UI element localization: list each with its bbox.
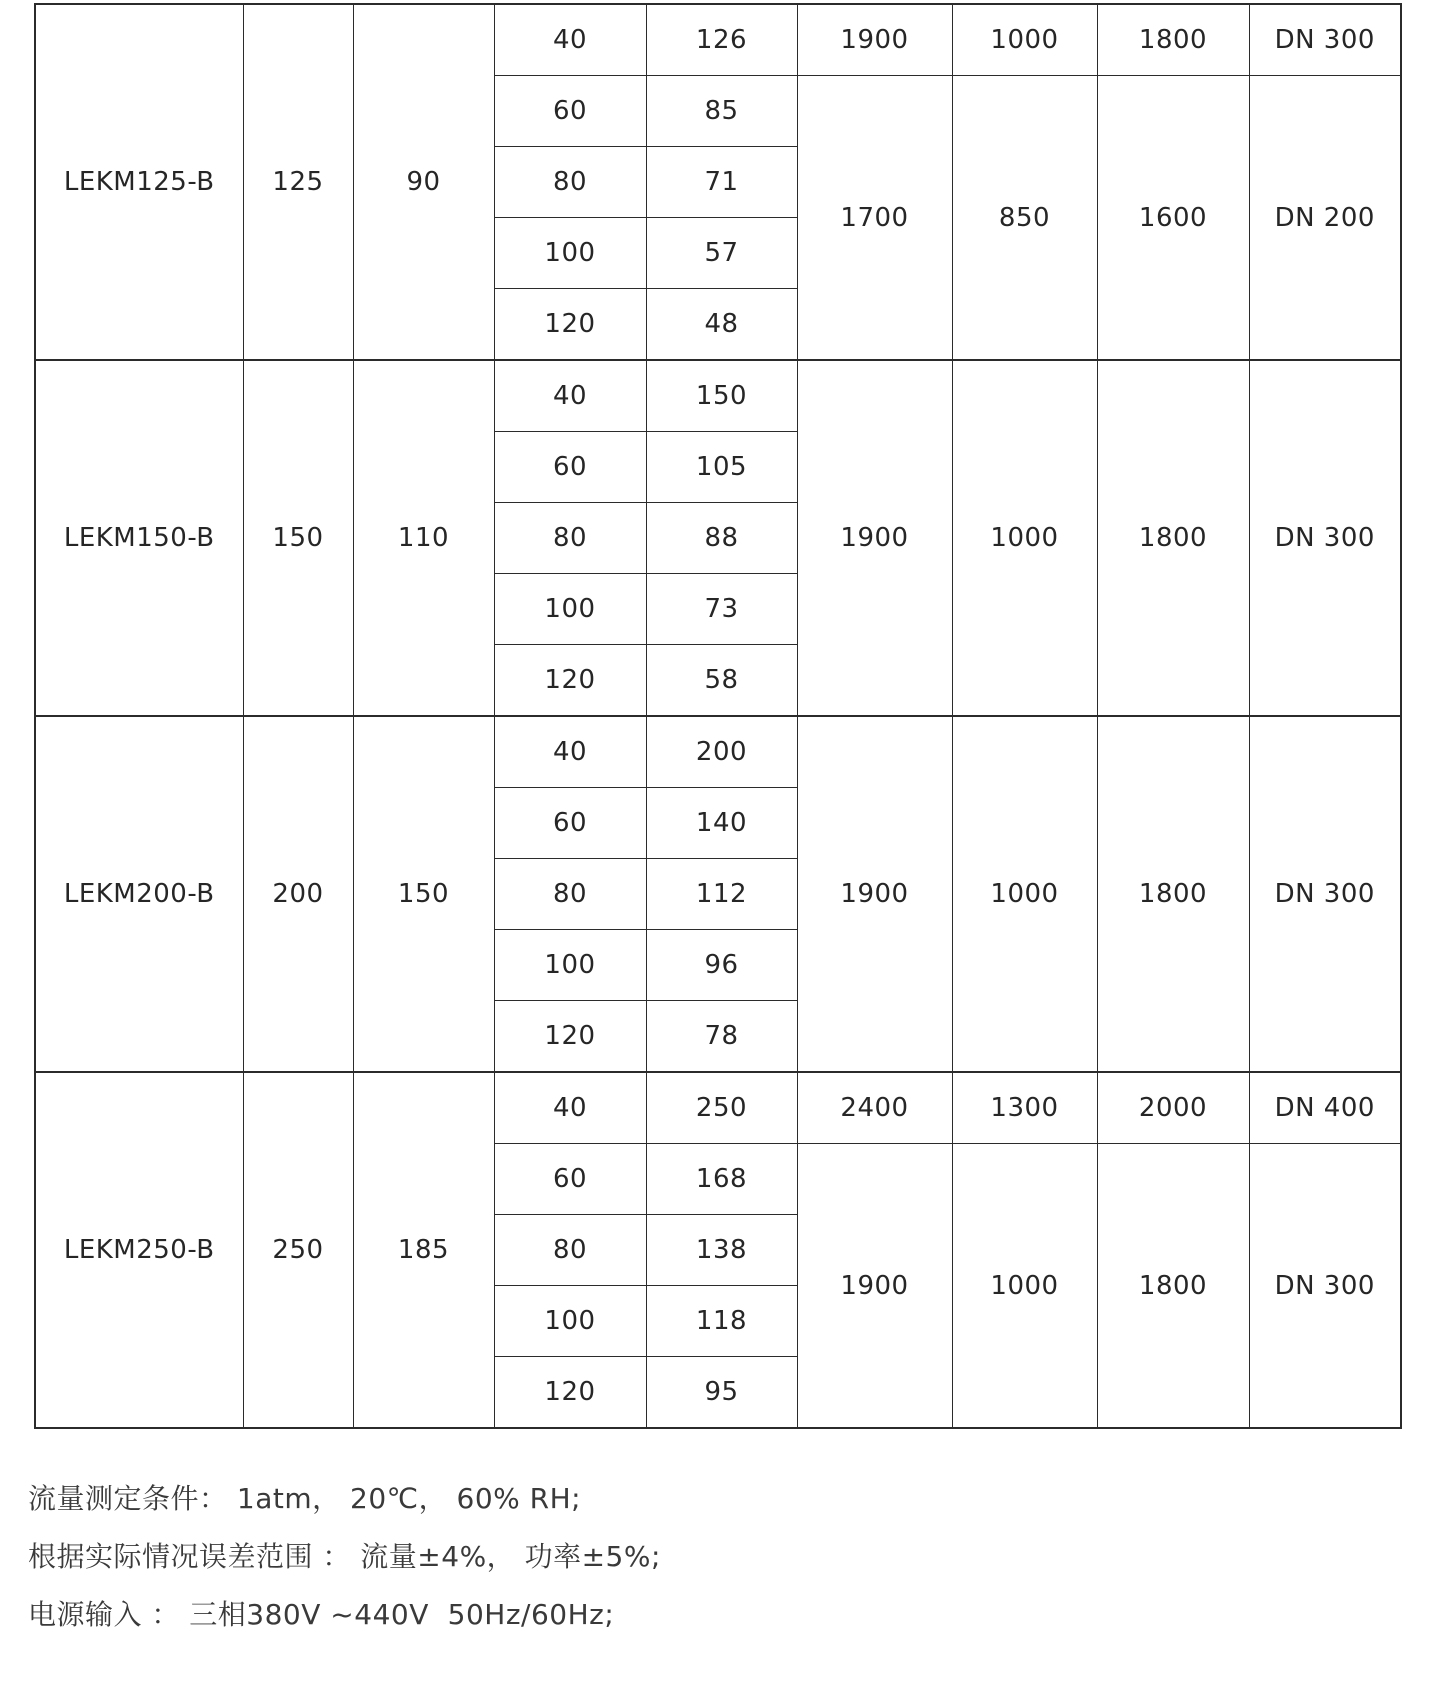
flow-cell: 80 [494, 147, 646, 218]
value-cell: 96 [646, 930, 797, 1001]
flow-cell: 40 [494, 1072, 646, 1144]
dim-length-cell: 1900 [797, 360, 952, 716]
note-power-input: 电源输入 ： 三相380V ~440V 50Hz/60Hz; [28, 1598, 615, 1631]
flow-cell: 120 [494, 1001, 646, 1073]
outlet-cell: DN 300 [1249, 360, 1401, 716]
flow-cell: 100 [494, 1286, 646, 1357]
footnotes [28, 1482, 1408, 1656]
flow-cell: 60 [494, 432, 646, 503]
value-cell: 73 [646, 574, 797, 645]
dim-height-cell: 2000 [1097, 1072, 1249, 1144]
value-cell: 48 [646, 289, 797, 361]
dim-width-cell: 1000 [952, 360, 1097, 716]
value-cell: 105 [646, 432, 797, 503]
dim-height-cell: 1800 [1097, 1144, 1249, 1429]
value-cell: 88 [646, 503, 797, 574]
model-cell: LEKM200-B [35, 716, 243, 1072]
flow-cell: 80 [494, 503, 646, 574]
flow-cell: 100 [494, 930, 646, 1001]
flow-cell: 40 [494, 360, 646, 432]
dim-width-cell: 1000 [952, 1144, 1097, 1429]
dim-length-cell: 1900 [797, 1144, 952, 1429]
value-cell: 112 [646, 859, 797, 930]
table-row [35, 716, 1401, 788]
spec2-cell: 185 [353, 1072, 494, 1428]
spec1-cell: 200 [243, 716, 353, 1072]
flow-cell: 120 [494, 645, 646, 717]
dim-width-cell: 1000 [952, 4, 1097, 76]
value-cell: 118 [646, 1286, 797, 1357]
table-row [35, 360, 1401, 432]
model-cell: LEKM150-B [35, 360, 243, 716]
value-cell: 250 [646, 1072, 797, 1144]
value-cell: 85 [646, 76, 797, 147]
flow-cell: 100 [494, 218, 646, 289]
flow-cell: 80 [494, 1215, 646, 1286]
dim-length-cell: 1900 [797, 716, 952, 1072]
dim-width-cell: 1000 [952, 716, 1097, 1072]
spec1-cell: 250 [243, 1072, 353, 1428]
value-cell: 57 [646, 218, 797, 289]
value-cell: 168 [646, 1144, 797, 1215]
dim-height-cell: 1800 [1097, 716, 1249, 1072]
spec2-cell: 110 [353, 360, 494, 716]
table-row [35, 4, 1401, 76]
note-tolerance-range: 根据实际情况误差范围 ： 流量±4%， 功率±5%; [28, 1540, 661, 1573]
outlet-cell: DN 300 [1249, 4, 1401, 76]
note-measurement-conditions: 流量测定条件： 1atm， 20℃， 60% RH; [28, 1482, 582, 1515]
value-cell: 95 [646, 1357, 797, 1429]
flow-cell: 100 [494, 574, 646, 645]
spec2-cell: 150 [353, 716, 494, 1072]
outlet-cell: DN 300 [1249, 1144, 1401, 1429]
value-cell: 71 [646, 147, 797, 218]
dim-height-cell: 1600 [1097, 76, 1249, 361]
value-cell: 126 [646, 4, 797, 76]
dim-width-cell: 1300 [952, 1072, 1097, 1144]
dim-length-cell: 1700 [797, 76, 952, 361]
flow-cell: 80 [494, 859, 646, 930]
dim-height-cell: 1800 [1097, 4, 1249, 76]
outlet-cell: DN 300 [1249, 716, 1401, 1072]
flow-cell: 40 [494, 4, 646, 76]
flow-cell: 60 [494, 1144, 646, 1215]
value-cell: 150 [646, 360, 797, 432]
value-cell: 78 [646, 1001, 797, 1073]
flow-cell: 120 [494, 289, 646, 361]
spec2-cell: 90 [353, 4, 494, 360]
flow-cell: 60 [494, 788, 646, 859]
value-cell: 140 [646, 788, 797, 859]
value-cell: 138 [646, 1215, 797, 1286]
dim-height-cell: 1800 [1097, 360, 1249, 716]
value-cell: 58 [646, 645, 797, 717]
spec1-cell: 125 [243, 4, 353, 360]
outlet-cell: DN 400 [1249, 1072, 1401, 1144]
model-cell: LEKM250-B [35, 1072, 243, 1428]
table-row [35, 1072, 1401, 1144]
dim-length-cell: 2400 [797, 1072, 952, 1144]
flow-cell: 60 [494, 76, 646, 147]
dim-width-cell: 850 [952, 76, 1097, 361]
value-cell: 200 [646, 716, 797, 788]
flow-cell: 40 [494, 716, 646, 788]
outlet-cell: DN 200 [1249, 76, 1401, 361]
dim-length-cell: 1900 [797, 4, 952, 76]
flow-cell: 120 [494, 1357, 646, 1429]
spec1-cell: 150 [243, 360, 353, 716]
model-cell: LEKM125-B [35, 4, 243, 360]
spec-table [34, 3, 1402, 1429]
